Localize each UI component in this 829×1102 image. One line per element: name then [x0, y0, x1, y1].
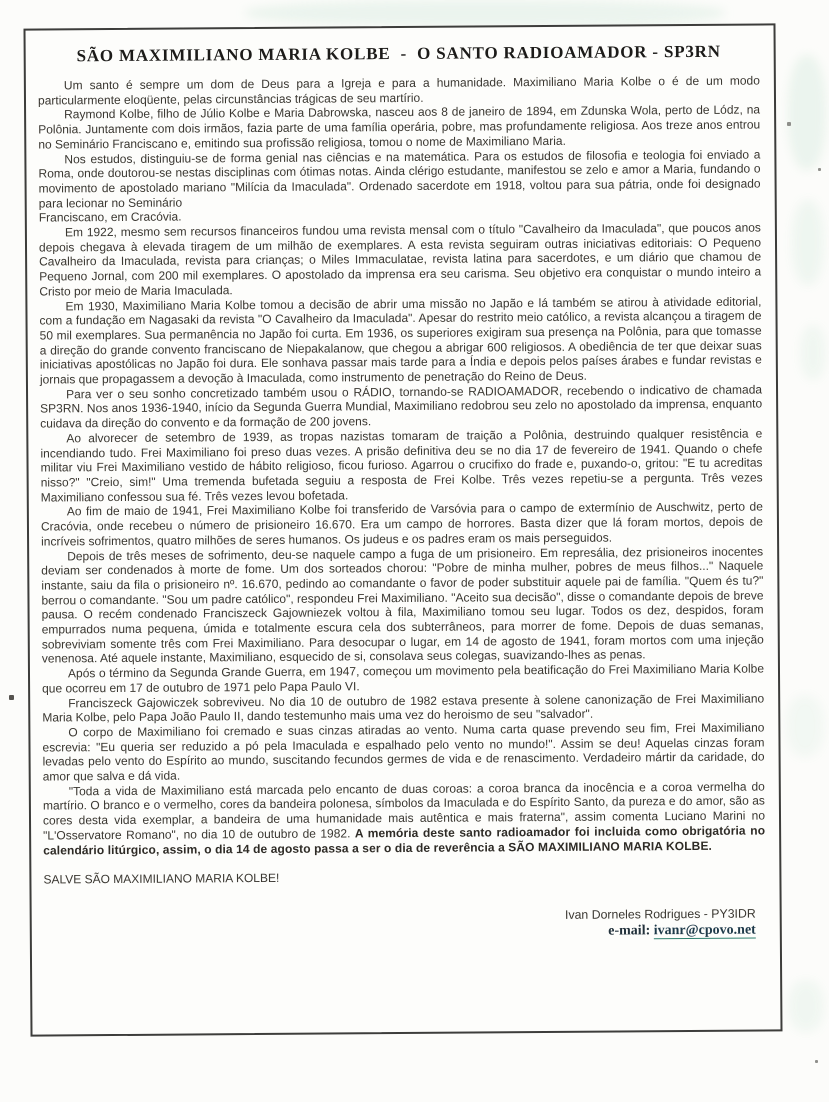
- email-link[interactable]: ivanr@cpovo.net: [653, 922, 756, 939]
- author-name-callsign: Ivan Dorneles Rodrigues - PY3IDR: [564, 906, 756, 922]
- paragraph-two-crowns: [43, 779, 765, 858]
- paragraph-1922: Em 1922, mesmo sem recursos financeiros fundou uma revista mensal com o título "Cavalheiro da Imaculada", que poucos anos depois chegava à elevada tiragem de um milhão de exemplares. A esta revista seguiram outras iniciativas editoriais: O Pequeno Cavalheiro da Imaculada, revista para crianças; o Miles Immaculatae, revista latina para sacerdotes, e um diário que chamou de Pequeno Jornal, com 200 mil exemplares. O apostolado da imprensa era seu carisma. Seu objetivo era conquistar o mundo inteiro a Cristo por meio de Maria Imaculada.: [38, 220, 762, 299]
- paragraph-beatification: Após o término da Segunda Grande Guerra, em 1947, começou um movimento pela beatificação do Frei Maximiliano Maria Kolbe que ocorreu em 17 de outubro de 1971 pelo Papa Paulo VI.: [42, 661, 765, 696]
- scan-speck: [787, 122, 791, 126]
- paragraph-studies: Nos estudos, distinguiu-se de forma genial nas ciências e na matemática. Para os estudos de filosofia e teologia foi enviado a Roma, onde doutorou-se nestas disciplinas com ótimas notas. Ainda clérigo estudante, manifestou se zelo e amor a Maria, fundando o movimento de apostolado mariano "Milícia da Imaculada". Ordenado sacerdote em 1918, voltou para sua pátria, onde foi designado para lecionar no Seminário: [38, 147, 761, 211]
- scan-smudge: [788, 980, 824, 1032]
- paragraph-1930: Em 1930, Maximiliano Maria Kolbe tomou a decisão de abrir uma missão no Japão e lá também se atirou à atividade editorial, com a fundação em Nagasaki da revista "O Cavalheiro da Imaculada". Apesar do restrito meio católico, a revista alcançou a tiragem de 50 mil exemplares. Sua permanência no Japão foi curta. Em 1936, os superiores exigiram sua presença na Polônia, para que tomasse a direção do grande convento franciscano de Niepakalanow, que chegou a abrigar 600 religiosos. A obediência de ter que deixar suas iniciativas apostólicas no Japão foi dura. Ele sonhava passar mais tarde para a Índia e depois pelos países árabes e fundar revistas e jornais que propagassem a devoção à Imaculada, como instrumento de penetração do Reino de Deus.: [39, 294, 762, 387]
- scan-smudge: [800, 325, 826, 380]
- paragraph-studies-continuation: Franciscano, em Cracóvia.: [38, 209, 182, 225]
- paragraph-sacrifice: Depois de três meses de sofrimento, deu-se naquele campo a fuga de um prisioneiro. Em represália, dez prisioneiros inocentes deviam ser condenados à morte de fome. Um dos sorteados chorou: "Pobre de minha mulher, pobres de meus filhos..." Naquele instante, saiu da fila o prisioneiro nº. 16.670, pedindo ao comandante o favor de poder substituir aquele pai de família. "Quem és tu?" berrou o comandante. "Sou um padre católico", respondeu Frei Maximiliano. "Aceito sua decisão", disse o comandante depois de breve pausa. O recém condenado Franciszeck Gajowniezek voltou à fila, Maximiliano tomou seu lugar. Todos os dez, despidos, foram empurrados numa pequena, úmida e totalmente escura cela dos subterrâneos, para morrer de fome. Depois de duas semanas, sobreviviam somente três com Frei Maximiliano. Para desocupar o lugar, em 14 de agosto de 1941, foram mortos com uma injeção venenosa. Até aquele instante, Maximiliano, esquecido de si, consolava seus colegas, suavizando-lhes as penas.: [41, 543, 764, 666]
- two-crowns-text: "Toda a vida de Maximiliano está marcada pelo encanto de duas coroas: a coroa branca da inocência e a coroa vermelha do martírio. O branco e o vermelho, cores da bandeira polonesa, símbolos da Imaculada e do Espírito Santo, da pureza e do amor, são as cores desta vida exemplar, a bandeira de uma humanidade mais autêntica e mais fraterna", assim comenta Luciano Marini no "L'Osservatore Romano", no dia 10 de outubro de 1982.: [42, 779, 766, 843]
- liturgical-calendar-bold-text: A memória deste santo radioamador foi incluida como obrigatória no calendário litúrgico, assim, o dia 14 de agosto passa a ser o dia de reverência a SÃO MAXIMILIANO MARIA KOLBE.: [43, 823, 766, 858]
- scan-smudge: [792, 200, 824, 285]
- paragraph-canonization: Franciszeck Gajowiczek sobreviveu. No dia 10 de outubro de 1982 estava presente à solene canonização de Frei Maximiliano Maria Kolbe, pelo Papa João Paulo II, dando testemunho mais uma vez do heroismo de seu "salvador".: [42, 691, 765, 725]
- scan-speck: [9, 695, 14, 700]
- document-title: SÃO MAXIMILIANO MARIA KOLBE - O SANTO RADIOAMADOR - SP3RN: [76, 41, 721, 66]
- email-label: e-mail:: [608, 923, 654, 939]
- email-line: [44, 923, 756, 944]
- document-border-box: [23, 23, 782, 1036]
- scan-smudge: [788, 55, 826, 170]
- scan-speck: [815, 1060, 818, 1063]
- scan-speck: [818, 168, 821, 171]
- scan-smudge: [245, 0, 725, 26]
- paragraph-1939: Ao alvorecer de setembro de 1939, as tropas nazistas tomaram de traição a Polônia, destruindo qualquer resistência e incendiando tudo. Frei Maximiliano foi preso duas vezes. A prisão definitiva deu se no dia 17 de fevereiro de 1941. Quando o chefe militar viu Frei Maximiliano vestido de hábito religioso, ficou furioso. Agarrou o crucifixo do frade e, puxando-o, gritou: "E tu acreditas nisso?" "Creio, sim!" Uma tremenda bufetada seguiu a resposta de Frei Kolbe. Três vezes repetiu-se a pergunta. Três vezes Maximiliano confessou sua fé. Três vezes levou bofetada.: [40, 426, 763, 505]
- paragraph-auschwitz: Ao fim de maio de 1941, Frei Maximiliano Kolbe foi transferido de Varsóvia para o campo de extermínio de Auschwitz, perto de Cracóvia, onde recebeu o número de prisioneiro 16.670. Era um campo de horrores. Basta dizer que lá foram mortos, depois de incríveis sofrimentos, quatro milhões de seres humanos. Os judeus e os padres eram os mais perseguidos.: [40, 499, 763, 549]
- paragraph-ashes: O corpo de Maximiliano foi cremado e suas cinzas atiradas ao vento. Numa carta quase prevendo seu fim, Frei Maximiliano escrevia: "Eu queria ser reduzido a pó pela Imaculada e espalhado pelo vento no mundo!". Assim se deu! Aquelas cinzas foram levadas pelo vento do Espírito ao mundo, suscitando fecundos germes de vida e de renascimento. Verdadeiro mártir da caridade, do amor que salva e dá vida.: [42, 720, 765, 784]
- paragraph-radio: Para ver o seu sonho concretizado também usou o RÁDIO, tornando-se RADIOAMADOR, recebendo o indicativo de chamada SP3RN. Nos anos 1936-1940, início da Segunda Guerra Mundial, Maximiliano redobrou seu zelo no apostolado da imprensa, enquanto cuidava da direção do convento e da formação de 200 jovens.: [40, 382, 763, 431]
- paragraph-intro: Um santo é sempre um dom de Deus para a Igreja e para a humanidade. Maximiliano Maria Kolbe o é de um modo particularmente eloqüente, pelas circunstâncias trágicas de seu martírio.: [37, 73, 760, 108]
- scan-smudge: [786, 695, 824, 757]
- signature-block: [44, 906, 766, 943]
- paragraph-birth: Raymond Kolbe, filho de Júlio Kolbe e Maria Dabrowska, nasceu aos 8 de janeiro de 1894, em Zdunska Wola, perto de Lódz, na Polônia. Juntamente com dois irmãos, fazia parte de uma família operária, pobre, mas profundamente religiosa. Aos treze anos entrou no Seminário Franciscano e, emitindo sua profissão religiosa, tomou o nome de Maximiliano Maria.: [38, 102, 761, 152]
- document-body: [38, 73, 766, 887]
- closing-salutation: SALVE SÃO MAXIMILIANO MARIA KOLBE!: [43, 871, 280, 887]
